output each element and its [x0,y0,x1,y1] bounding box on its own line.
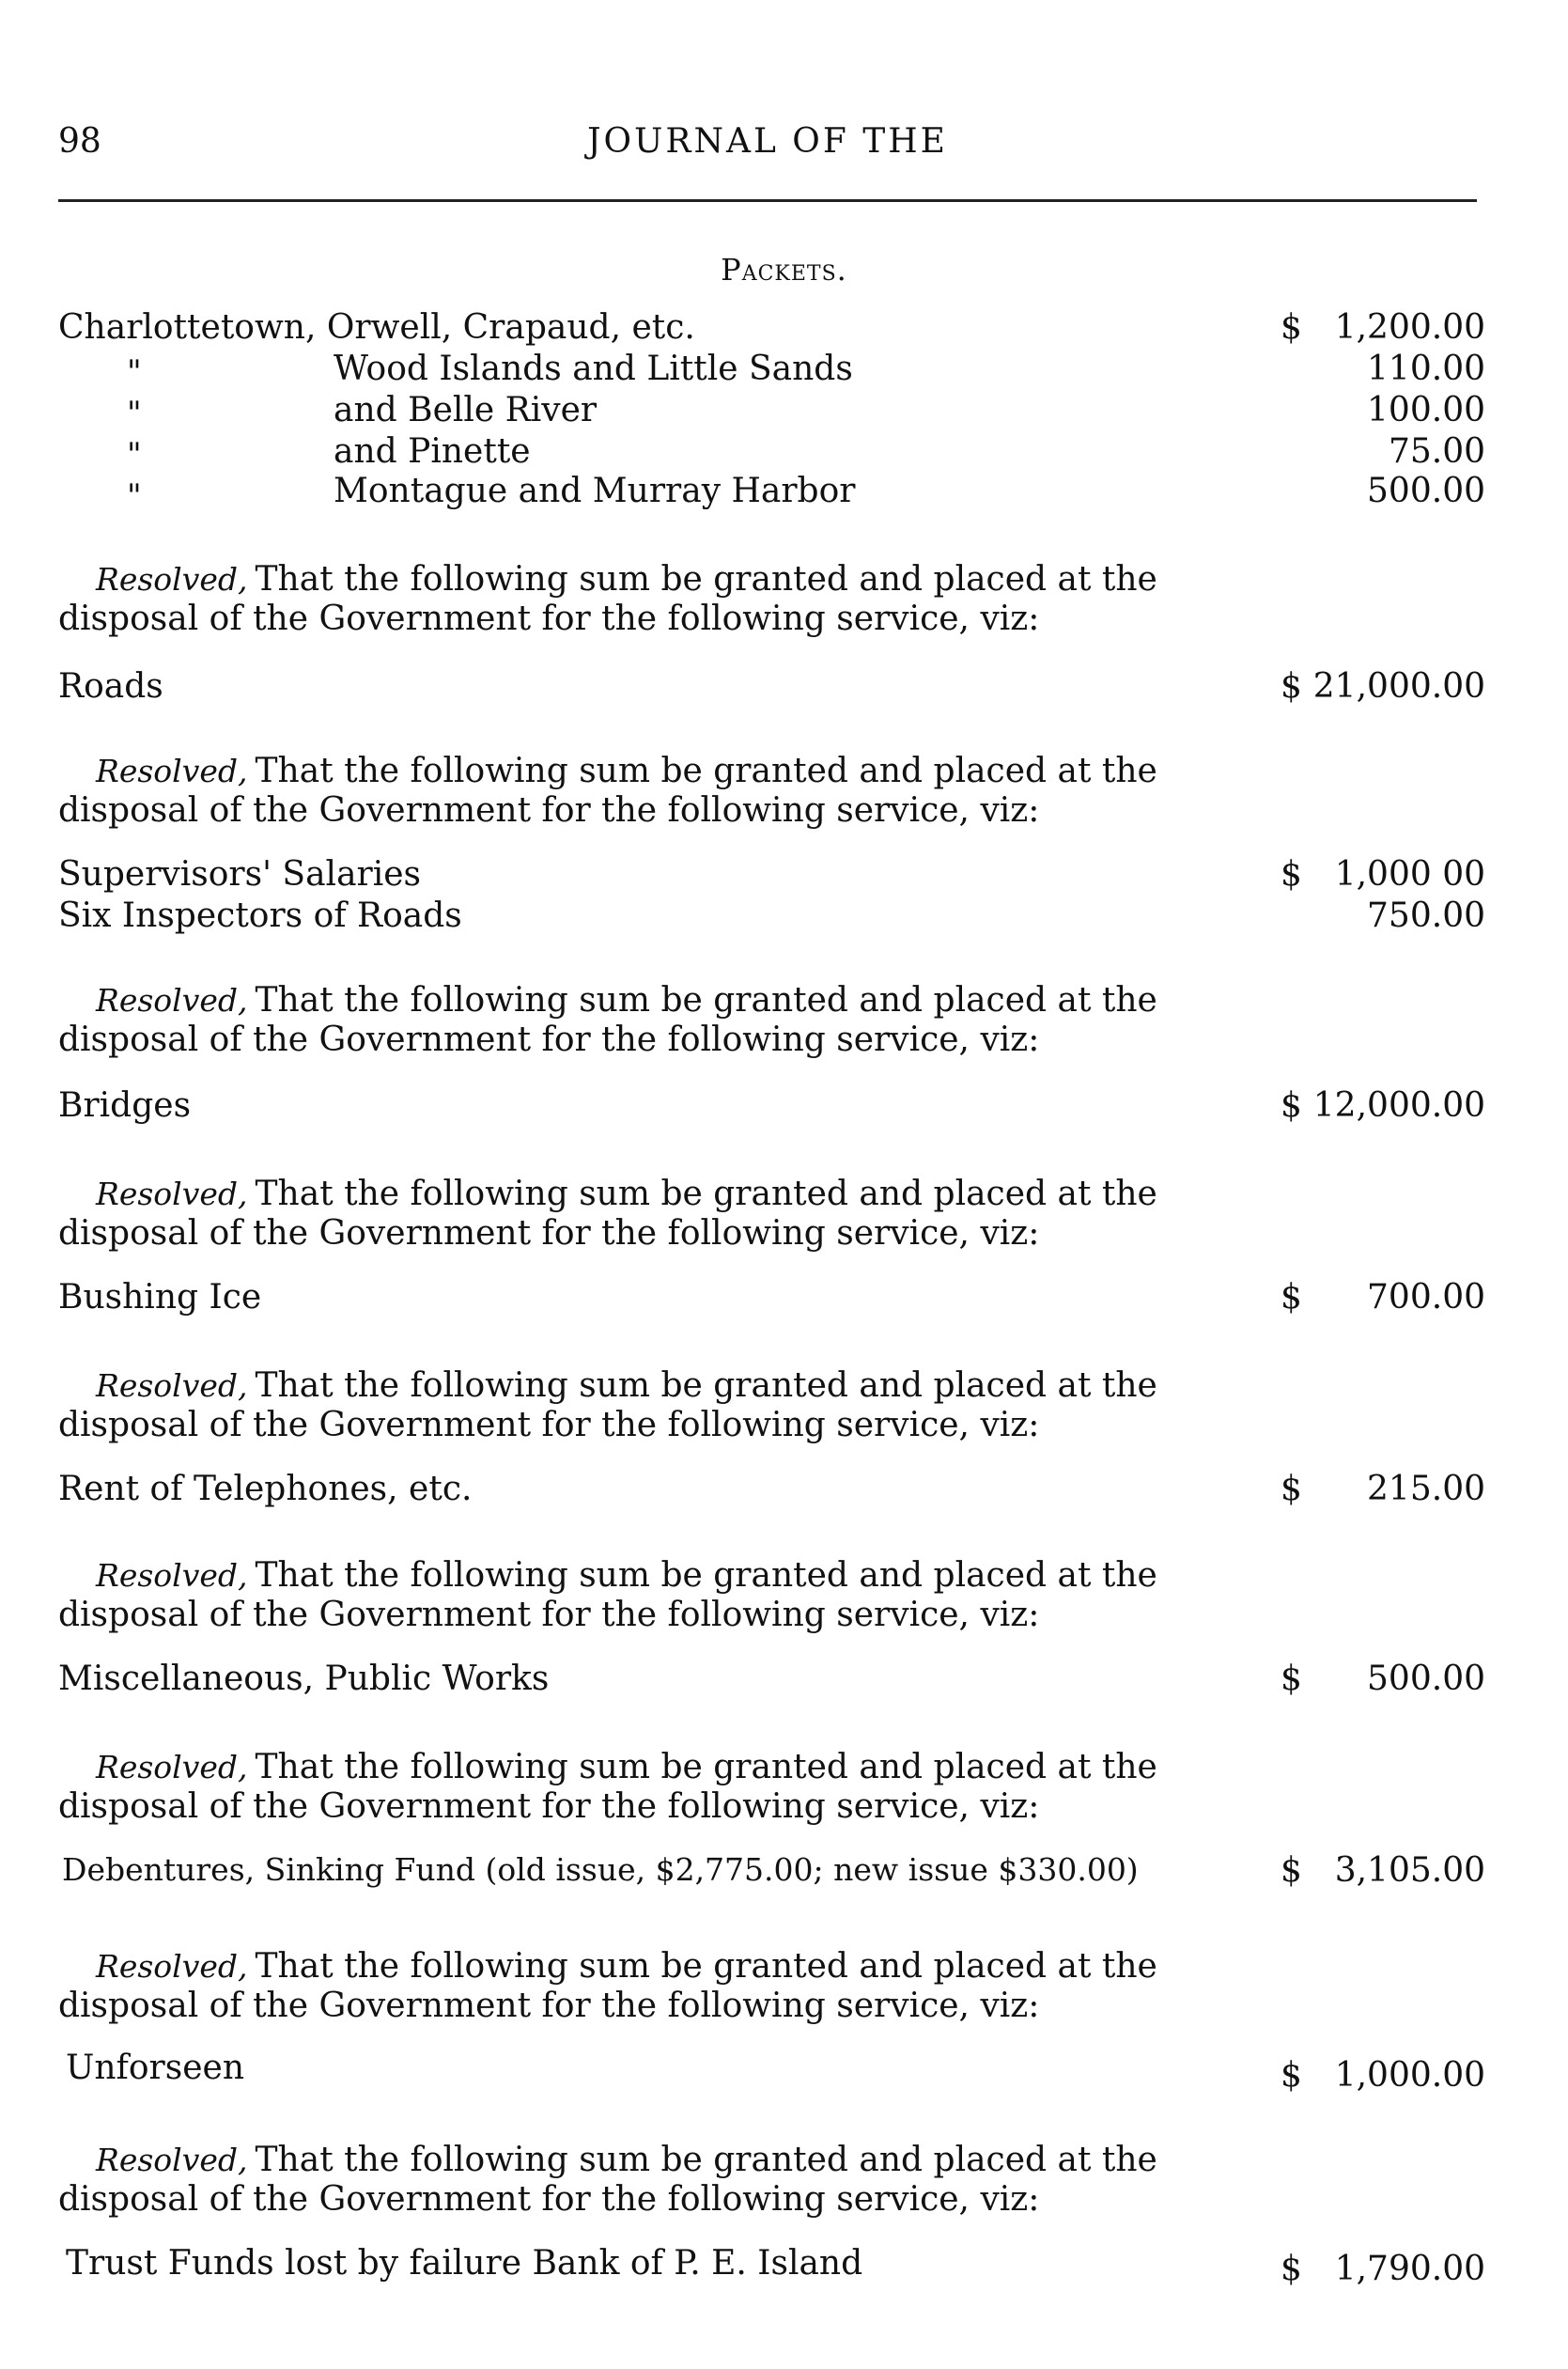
resolved-word: Resolved, [96,1948,248,1985]
packets-heading: Packets. [721,252,847,288]
resolved-word: Resolved, [96,561,248,598]
resolution-line-1 [58,1947,1298,1987]
item-amount: 3,105.00 [1334,1851,1485,1890]
header-rule [58,199,1477,202]
packets-sub-amount: 100.00 [1367,391,1485,429]
item-dollar: $ [1281,855,1302,894]
resolution-paragraph [58,560,1298,639]
item-amount: 750.00 [1367,896,1485,935]
packets-sub-label: Montague and Murray Harbor [334,472,856,510]
resolution-line-1 [58,2141,1298,2180]
packets-sub-label: and Pinette [334,432,531,471]
item-label: Supervisors' Salaries [58,855,422,894]
resolution-text: That the following sum be granted and placed at the [255,752,1157,790]
resolved-word: Resolved, [96,2142,248,2178]
item-label: Rent of Telephones, etc. [58,1470,473,1508]
packets-first-amount: 1,200.00 [1334,308,1485,347]
resolution-text: That the following sum be granted and placed at the [255,1556,1157,1595]
resolved-word: Resolved, [96,1367,248,1404]
packets-sub-label: Wood Islands and Little Sands [334,350,853,388]
item-dollar: $ [1281,1086,1302,1125]
ditto-mark: " [127,395,142,432]
resolution-paragraph [58,1947,1298,2026]
resolution-paragraph [58,2141,1298,2220]
resolution-text: That the following sum be granted and placed at the [255,2141,1157,2179]
item-dollar: $ [1281,2056,1302,2095]
item-amount: 12,000.00 [1312,1086,1485,1125]
resolution-text: That the following sum be granted and placed at the [255,1748,1157,1786]
item-label: Bridges [58,1086,192,1125]
resolution-line-2: disposal of the Government for the following service, viz: [58,1987,1040,2025]
resolution-paragraph [58,1748,1298,1827]
packets-first-label: Charlottetown, Orwell, Crapaud, etc. [58,308,695,347]
ditto-mark: " [127,436,142,474]
page-header [58,122,1477,175]
resolution-line-2: disposal of the Government for the following service, viz: [58,600,1040,638]
resolution-text: That the following sum be granted and placed at the [255,560,1157,599]
ditto-mark: " [127,477,142,515]
resolved-word: Resolved, [96,1557,248,1594]
item-dollar: $ [1281,1470,1302,1508]
resolution-line-1 [58,1366,1298,1406]
item-amount: 21,000.00 [1312,667,1485,706]
item-dollar: $ [1281,1660,1302,1698]
packets-first-dollar: $ [1281,308,1302,347]
page-number: 98 [58,122,101,161]
packets-sub-label: and Belle River [334,391,598,429]
item-dollar: $ [1281,1851,1302,1890]
item-label: Trust Funds lost by failure Bank of P. E. Island [66,2244,863,2283]
resolution-text: That the following sum be granted and placed at the [255,1366,1157,1405]
resolution-line-2: disposal of the Government for the following service, viz: [58,1214,1040,1253]
packets-sub-amount: 500.00 [1367,472,1485,510]
item-label: Six Inspectors of Roads [58,896,462,935]
resolution-text: That the following sum be granted and placed at the [255,1175,1157,1213]
item-label: Roads [58,667,163,706]
item-amount: 700.00 [1367,1278,1485,1317]
item-amount: 215.00 [1367,1470,1485,1508]
running-title: JOURNAL OF THE [587,122,948,161]
item-label: Debentures, Sinking Fund (old issue, $2,775.00; new issue $330.00) [62,1851,1139,1888]
resolution-paragraph [58,1175,1298,1254]
resolution-line-2: disposal of the Government for the following service, viz: [58,791,1040,830]
resolution-line-1 [58,560,1298,600]
item-amount: 1,790.00 [1334,2250,1485,2288]
item-amount: 1,000.00 [1334,2056,1485,2095]
item-dollar: $ [1281,2250,1302,2288]
resolution-paragraph [58,981,1298,1060]
item-label: Miscellaneous, Public Works [58,1660,550,1698]
resolution-line-1 [58,981,1298,1021]
resolution-line-1 [58,1748,1298,1787]
item-dollar: $ [1281,1278,1302,1317]
item-amount: 1,000 00 [1334,855,1485,894]
resolution-line-2: disposal of the Government for the following service, viz: [58,2180,1040,2219]
packets-sub-amount: 75.00 [1388,432,1485,471]
resolved-word: Resolved, [96,982,248,1019]
resolved-word: Resolved, [96,753,248,789]
resolution-paragraph [58,1556,1298,1635]
resolution-line-1 [58,1175,1298,1214]
resolution-line-2: disposal of the Government for the following service, viz: [58,1021,1040,1059]
resolution-line-2: disposal of the Government for the following service, viz: [58,1406,1040,1444]
item-label: Unforseen [66,2049,245,2087]
item-label: Bushing Ice [58,1278,262,1317]
resolution-line-1 [58,1556,1298,1596]
ditto-mark: " [127,353,142,391]
item-amount: 500.00 [1367,1660,1485,1698]
packets-sub-amount: 110.00 [1367,350,1485,388]
resolution-paragraph [58,1366,1298,1445]
resolution-line-2: disposal of the Government for the following service, viz: [58,1787,1040,1826]
resolution-text: That the following sum be granted and placed at the [255,1947,1157,1986]
resolution-line-2: disposal of the Government for the following service, viz: [58,1596,1040,1634]
item-dollar: $ [1281,667,1302,706]
resolution-text: That the following sum be granted and placed at the [255,981,1157,1020]
resolution-paragraph [58,752,1298,831]
resolved-word: Resolved, [96,1176,248,1212]
resolved-word: Resolved, [96,1749,248,1785]
resolution-line-1 [58,752,1298,791]
